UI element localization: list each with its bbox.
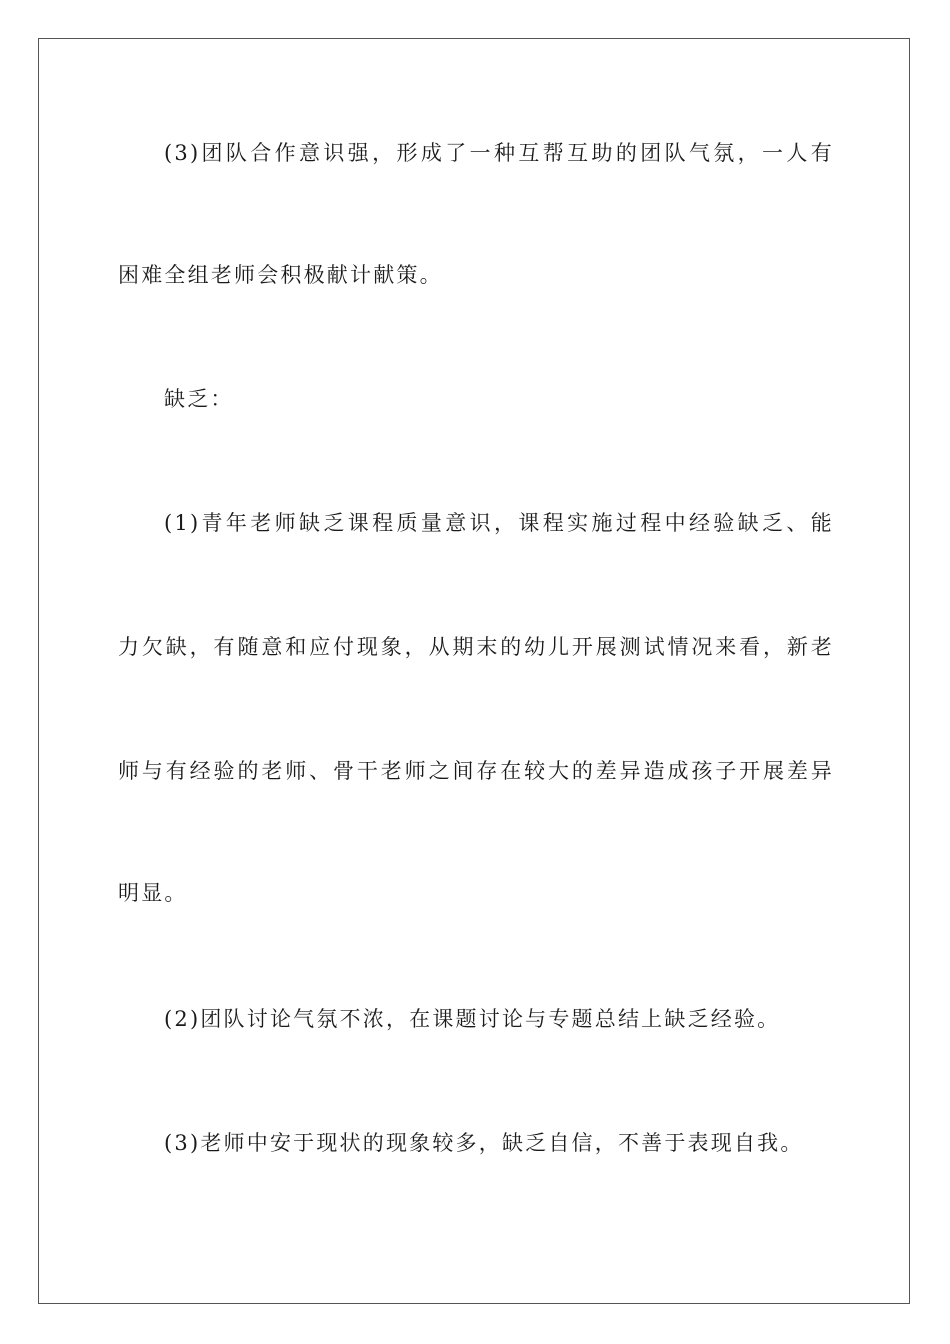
page-border: [38, 38, 910, 1304]
paragraph-shortcoming-2: (2)团队讨论气氛不浓，在课题讨论与专题总结上缺乏经验。: [164, 1007, 781, 1031]
paragraph-strength-3-line-1: (3)团队合作意识强，形成了一种互帮互助的团队气氛，一人有: [164, 141, 834, 165]
paragraph-shortcoming-1-line-2: 力欠缺，有随意和应付现象，从期末的幼儿开展测试情况来看，新老: [118, 635, 834, 659]
paragraph-shortcoming-1-line-1: (1)青年老师缺乏课程质量意识，课程实施过程中经验缺乏、能: [164, 511, 834, 535]
paragraph-shortcoming-3: (3)老师中安于现状的现象较多，缺乏自信，不善于表现自我。: [164, 1131, 804, 1155]
section-heading-shortcomings: 缺乏：: [164, 387, 234, 411]
paragraph-shortcoming-1-line-3: 师与有经验的老师、骨干老师之间存在较大的差异造成孩子开展差异: [118, 759, 834, 783]
paragraph-strength-3-line-2: 困难全组老师会积极献计献策。: [118, 263, 443, 287]
paragraph-shortcoming-1-line-4: 明显。: [118, 881, 188, 905]
